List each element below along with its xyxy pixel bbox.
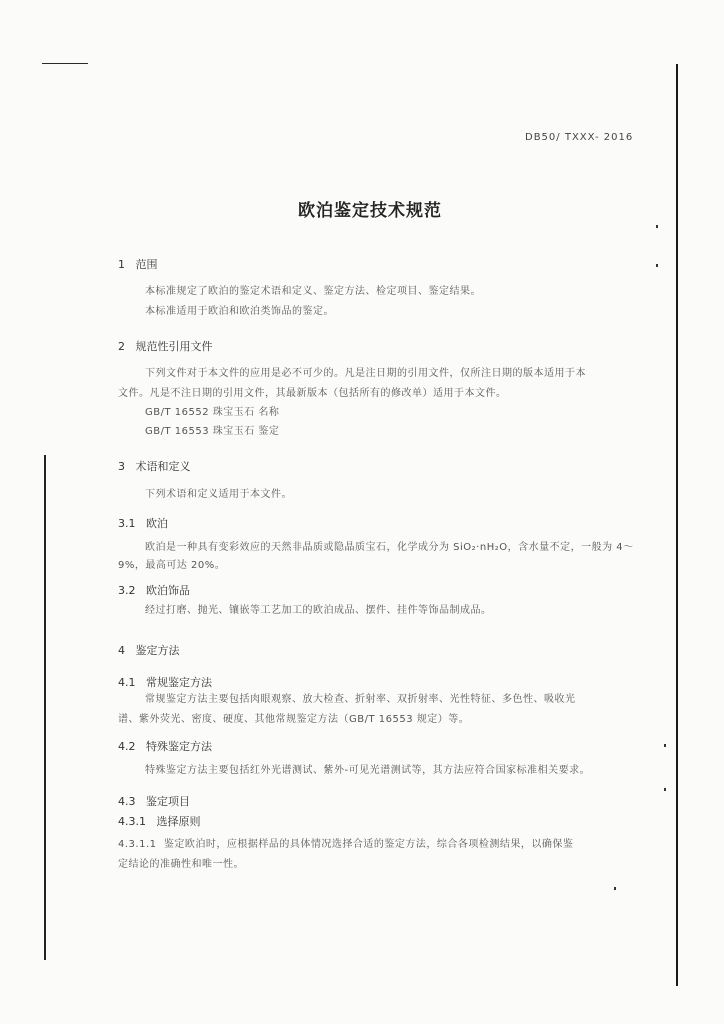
section-1-line-2: 本标准适用于欧泊和欧泊类饰品的鉴定。	[145, 306, 334, 317]
section-4-2-heading: 4.2 特殊鉴定方法	[118, 740, 212, 753]
section-4-3-heading: 4.3 鉴定项目	[118, 795, 190, 808]
section-3-heading: 3 术语和定义	[118, 460, 191, 473]
section-2-line-1: 下列文件对于本文件的应用是必不可少的。凡是注日期的引用文件，仅所注日期的版本适用于本	[145, 368, 586, 379]
section-3-2-line-1: 经过打磨、抛光、镶嵌等工艺加工的欧泊成品、摆件、挂件等饰品制成品。	[145, 605, 492, 616]
top-left-rule	[42, 63, 88, 64]
section-3-1-line-1: 欧泊是一种具有变彩效应的天然非晶质或隐晶质宝石，化学成分为 SiO₂·nH₂O，含水量不定，一般为 4～	[145, 542, 634, 553]
section-4-1-line-2: 谱、紫外荧光、密度、硬度、其他常规鉴定方法（GB/T 16553 规定）等。	[118, 714, 470, 725]
section-4-1-heading: 4.1 常规鉴定方法	[118, 676, 212, 689]
section-3-1-line-2: 9%，最高可达 20%。	[118, 560, 226, 571]
section-1-line-1: 本标准规定了欧泊的鉴定术语和定义、鉴定方法、检定项目、鉴定结果。	[145, 286, 481, 297]
scan-speck	[664, 788, 666, 791]
section-4-heading: 4 鉴定方法	[118, 644, 180, 657]
scan-speck	[614, 887, 616, 890]
left-edge-line	[44, 455, 46, 960]
section-4-2-line-1: 特殊鉴定方法主要包括红外光谱测试、紫外-可见光谱测试等，其方法应符合国家标准相关要求。	[145, 765, 591, 776]
page-title: 欧泊鉴定技术规范	[298, 201, 442, 221]
scan-speck	[664, 744, 666, 747]
section-3-line-1: 下列术语和定义适用于本文件。	[145, 489, 292, 500]
section-2-line-2: 文件。凡是不注日期的引用文件，其最新版本（包括所有的修改单）适用于本文件。	[118, 388, 507, 399]
right-edge-line	[676, 64, 678, 986]
section-2-line-4: GB/T 16553 珠宝玉石 鉴定	[145, 426, 280, 437]
section-4-3-1-heading: 4.3.1 选择原则	[118, 815, 201, 828]
section-3-2-heading: 3.2 欧泊饰品	[118, 584, 190, 597]
section-4-3-1-1-line-2: 定结论的准确性和唯一性。	[118, 859, 244, 870]
section-2-heading: 2 规范性引用文件	[118, 340, 213, 353]
document-code: DB50/ TXXX- 2016	[525, 132, 634, 143]
section-2-line-3: GB/T 16552 珠宝玉石 名称	[145, 407, 280, 418]
scan-speck	[656, 225, 658, 228]
scan-speck	[656, 264, 658, 267]
section-4-3-1-1-line-1: 4.3.1.1 鉴定欧泊时，应根据样品的具体情况选择合适的鉴定方法，综合各项检测结果，以确保鉴	[118, 839, 574, 850]
section-1-heading: 1 范围	[118, 258, 158, 271]
section-3-1-heading: 3.1 欧泊	[118, 517, 168, 530]
section-4-1-line-1: 常规鉴定方法主要包括肉眼观察、放大检查、折射率、双折射率、光性特征、多色性、吸收光	[145, 694, 576, 705]
